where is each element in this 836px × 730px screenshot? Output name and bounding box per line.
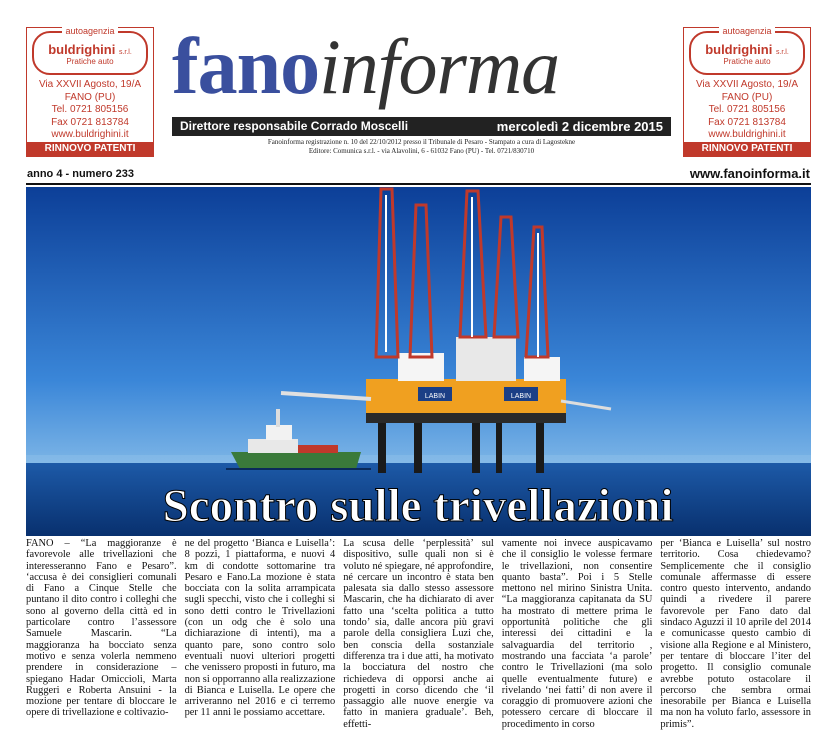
ad-fax: Fax 0721 813784 [51,116,129,128]
ad-buldrighini-left[interactable] [26,27,154,157]
oil-platform-photo [26,187,811,536]
logo-brand-suffix: s.r.l. [775,49,789,56]
logo-tagline: Pratiche auto [723,57,771,66]
article-text: vamente noi invece auspicavamo che il consiglio le volesse fermare le trivellazioni, non consentire quanto basta”. Poi i 5 Stelle mettono nel mirino Sinistra Unita. “La maggioranza capitanata da SU ha mostrato di mettere prima le opportunità politiche che gli interessi dei cittadini e la salvaguardia del territorio , mostrando una facciata ‘a parole’ contro le Trivellazioni (ma solo quelle eventualmente future) e rivelando ‘nei fatti’ di non avere il coraggio di promuovere azioni che potessero cercare di bloccare il procedimento in corso [501,538,653,730]
logo-agency-label: autoagenzia [62,26,117,36]
ad-tel: Tel. 0721 805156 [708,104,786,115]
platform-name-1: LABIN [424,393,446,400]
logo-brand-suffix: s.r.l. [118,49,132,56]
masthead-bar [172,117,671,136]
registration-info [172,138,671,156]
registration-line-1: Fanoinforma registrazione n. 10 del 22/10/2012 presso il Tribunale di Pesaro - Stampato a cura di Lagostekne [267,138,576,146]
ad-tel: Tel. 0721 805156 [51,104,129,115]
website-link[interactable]: www.fanoinforma.it [689,166,810,181]
headline: Scontro sulle trivellazioni [162,480,674,532]
masthead-title [172,22,672,118]
article-column-2 [184,538,336,719]
ad-address: Via XXVII Agosto, 19/A [695,79,799,90]
header-divider [26,183,811,185]
buldrighini-logo [689,26,805,75]
masthead-title-informa: informa [319,23,560,110]
logo-tagline: Pratiche auto [66,57,114,66]
article-text: FANO – “La maggioranze è favorevole alle trivellazioni che interesseranno Fano e Pesaro”. ‘accusa è dei consiglieri comunali di Fano a Cinque Stelle che puntano il dito contro i colleghi che sono al governo della città ed in particolare contro l’assessore Samuele Mascarin. “La maggioranza ha bocciato senza motivo e senza volerla nemmeno prendere in considerazione – spiegano Hadar Omiccioli, Marta Ruggeri e Roberta Ansuini - la mozione per tentare di bloccare le opere di trivellazione e coltivazio- [26,538,177,719]
director-credit: Direttore responsabile Corrado Moscelli [180,119,409,133]
logo-agency-label: autoagenzia [719,26,774,36]
ad-buldrighini-right[interactable] [683,27,811,157]
logo-brand: buldrighini [705,42,773,57]
issue-number: anno 4 - numero 233 [27,168,134,180]
article-column-4 [501,538,653,730]
masthead-title-fano: fano [172,23,320,111]
article-column-1 [26,538,177,719]
issue-date: mercoledì 2 dicembre 2015 [496,119,663,134]
registration-line-2: Editore: Comunica s.r.l. - via Alavolini, 6 - 61032 Fano (PU) - Tel. 0721/830710 [308,147,535,155]
ad-website[interactable]: www.buldrighini.it [708,129,786,140]
photo-illustration [26,187,811,536]
ad-website[interactable]: www.buldrighini.it [51,129,129,140]
ad-city: FANO (PU) [721,91,773,103]
article-text: per ‘Bianca e Luisella’ sul nostro territorio. Cosa chiedevamo? Semplicemente che il consiglio comunale affermasse di essere contro questo intervento, andando quindi a rivedere il parere favorevole per Fano dato dal sindaco Aguzzi il 10 aprile del 2014 e comunicasse questo cambio di visione alla Regione e al Ministero, per tentare di bloccare l’iter del progetto. Il consiglio comunale avrebbe potuto ostacolare il percorso che sembra ormai inesorabile per Bianca e Luisella ma non ha voluto farlo, assessore in primis”. [660,538,811,730]
article-column-5 [660,538,811,730]
article-body [26,538,811,730]
buldrighini-logo [32,26,148,75]
ad-city: FANO (PU) [64,91,116,103]
article-text: La scusa delle ‘perplessità’ sul dispositivo, sulle quali non si è voluto né spiegare, né approfondire, né cercare un incontro è stata ben palesata sia dallo stesso assessore Mascarin, che ha dichiarato di aver fatto una ‘scelta politica a tutto tondo’ sia, dalle ancora più gravi parole della consigliera Luzi che, ben conscia della sostanziale differenza tra i due atti, ha motivato la bocciatura del nostro che richiedeva di opporsi anche ai progetti in corso dicendo che ‘il passaggio alle nuove energie va fatto in maniera graduale’. Beh, effetti- [343,538,494,730]
article-column-3 [343,538,494,730]
ad-address: Via XXVII Agosto, 19/A [38,79,142,90]
platform-name-2: LABIN [510,393,532,400]
ad-banner: RINNOVO PATENTI [27,142,153,156]
logo-brand: buldrighini [48,42,116,57]
ad-fax: Fax 0721 813784 [708,116,786,128]
article-text: ne del progetto ‘Bianca e Luisella’: 8 pozzi, 1 piattaforma, e nuovi 4 km di condotte sottomarine tra Pesaro e Fano.La mozione è stata bocciata con la solita arrampicata sugli specchi, visto che i colleghi si sono detti contro le Trivellazioni (con un odg che è solo una dichiarazione di intenti), ma a quanto pare, sono contro solo eventuali nuovi ulteriori progetti che venissero proposti in futuro, ma non si opporranno alla realizzazione di Bianca e Luisella. Le opere che arriveranno nel 2016 e ci terremo per 11 anni le possiamo accettare. [184,538,336,719]
ad-banner: RINNOVO PATENTI [684,142,810,156]
